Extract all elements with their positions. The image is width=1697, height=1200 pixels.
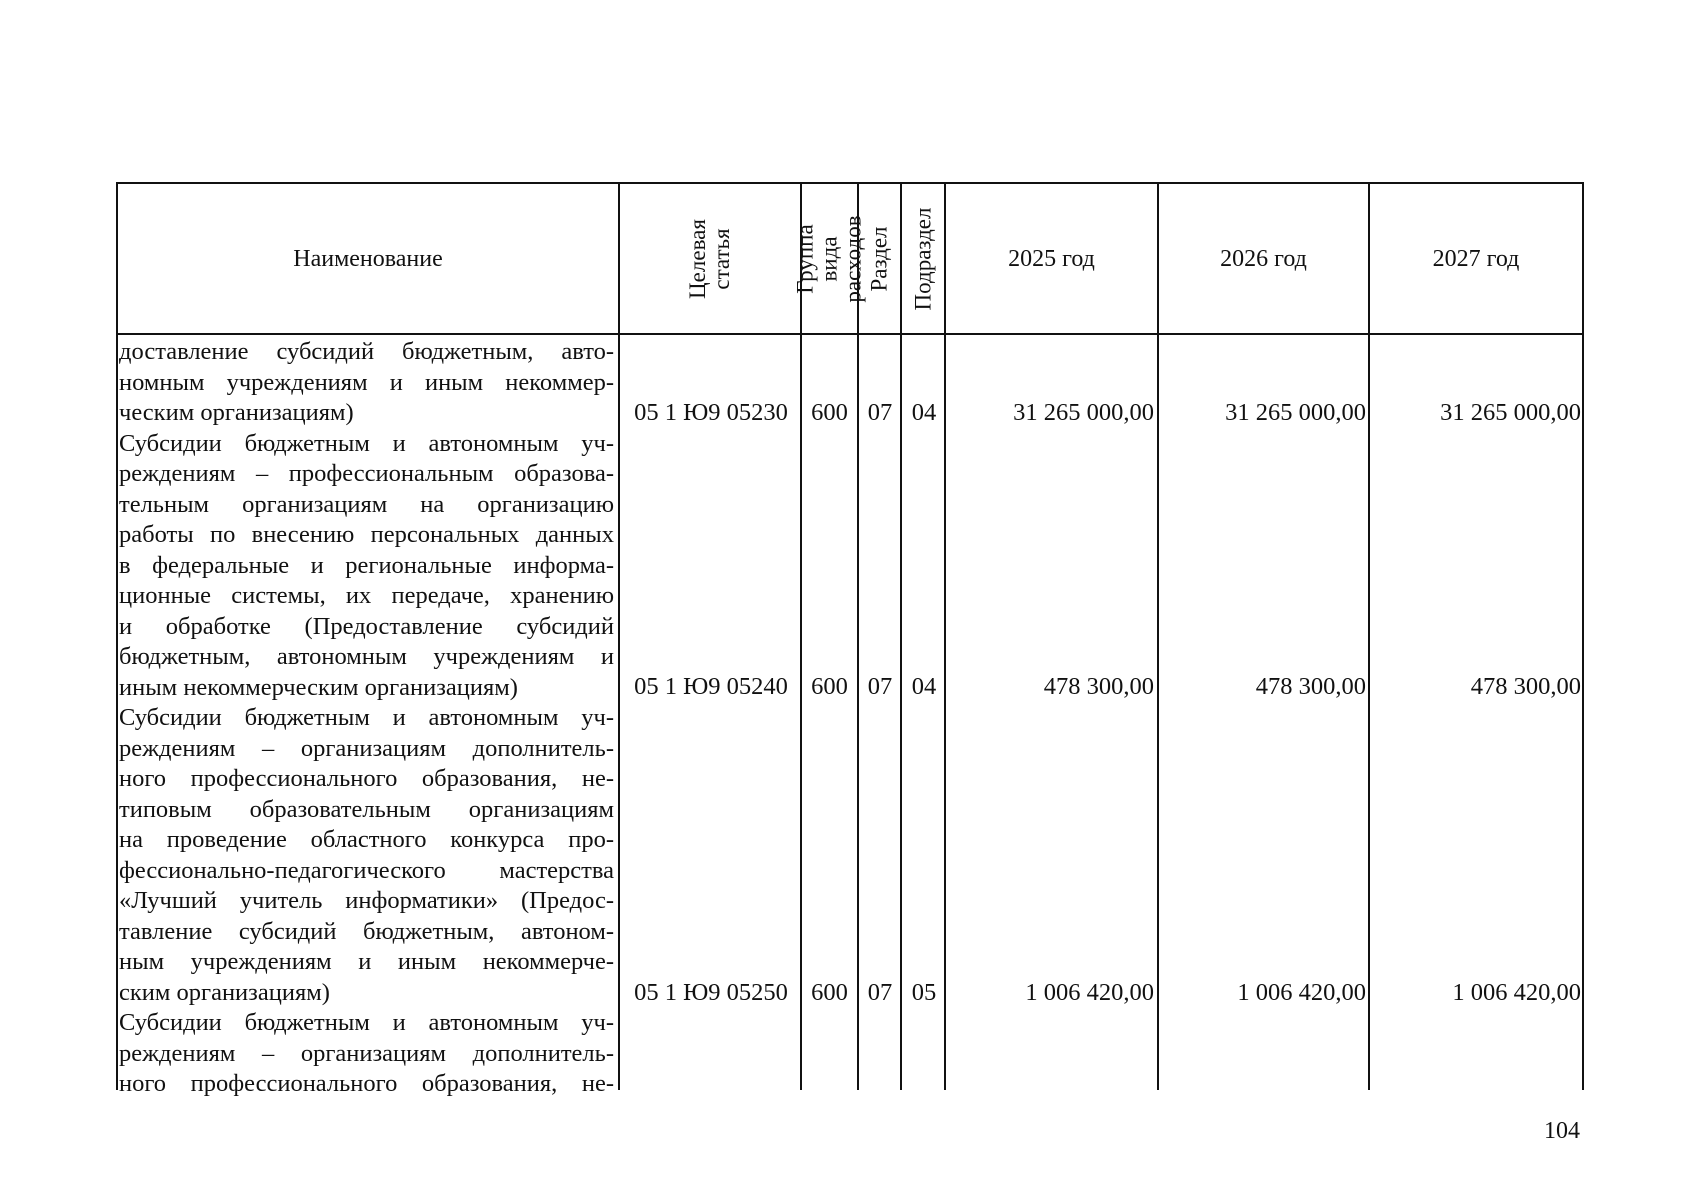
row-amount-2025: 1 006 420,00: [1025, 979, 1154, 1006]
name-line: иным некоммерческим организациям): [119, 673, 518, 701]
name-line: тавление субсидий бюджетным, автоном-: [119, 917, 614, 945]
name-line: ским организациям): [119, 978, 330, 1006]
header-target-article-text: Целевая статья: [685, 218, 734, 299]
header-divider: [116, 333, 1584, 335]
row-expense-group: 600: [811, 979, 848, 1006]
name-line: Субсидии бюджетным и автономным уч-: [119, 1009, 614, 1036]
name-line: Субсидии бюджетным и автономным уч-: [119, 704, 614, 731]
row-amount-2026: 31 265 000,00: [1225, 399, 1366, 426]
header-section: [859, 184, 900, 333]
name-line: доставление субсидий бюджетным, авто-: [119, 338, 614, 365]
name-line: ного профессионального образования, не-: [119, 765, 614, 792]
name-line: ного профессионального образования, не-: [119, 1070, 614, 1097]
header-year-2026: 2026 год: [1220, 245, 1307, 272]
row-subsection: 04: [911, 399, 937, 426]
name-line: ным учреждениям и иным некоммерче-: [119, 948, 614, 975]
name-line: ческим организациям): [119, 399, 354, 426]
row-target-article: 05 1 Ю9 05250: [634, 979, 788, 1006]
name-line: реждениям – организациям дополнитель-: [119, 734, 614, 762]
header-name: Наименование: [293, 245, 443, 272]
row-section: 07: [867, 399, 893, 426]
row-section: 07: [867, 673, 893, 700]
row-expense-group: 600: [811, 673, 848, 700]
header-year-2025: 2025 год: [1008, 245, 1095, 272]
row-amount-2027: 1 006 420,00: [1452, 979, 1581, 1006]
row-amount-2025: 31 265 000,00: [1013, 399, 1154, 426]
header-subsection: [902, 184, 944, 333]
header-expense-group: [792, 184, 866, 333]
row-amount-2027: 478 300,00: [1470, 673, 1581, 700]
name-line: фессионально-педагогического мастерства: [119, 856, 614, 884]
name-line: работы по внесению персональных данных: [119, 521, 614, 548]
row-amount-2025: 478 300,00: [1043, 673, 1154, 700]
header-year-2027: 2027 год: [1432, 245, 1520, 272]
name-line: реждениям – профессиональным образова-: [119, 460, 614, 487]
name-line: бюджетным, автономным учреждениям и: [119, 643, 614, 670]
name-line: в федеральные и региональные информа-: [119, 551, 614, 579]
name-line: тельным организациям на организацию: [119, 490, 614, 518]
name-column-text: [119, 337, 614, 1100]
row-expense-group: 600: [811, 399, 848, 426]
header-target-article: [620, 184, 800, 333]
header-expense-group-text: Группа вида расходов: [792, 214, 866, 303]
name-line: «Лучший учитель информатики» (Предос-: [119, 887, 614, 914]
row-amount-2026: 1 006 420,00: [1237, 979, 1366, 1006]
name-line: реждениям – организациям дополнитель-: [119, 1039, 614, 1067]
row-section: 07: [867, 979, 893, 1006]
name-line: типовым образовательным организациям: [119, 795, 614, 823]
row-target-article: 05 1 Ю9 05240: [634, 673, 788, 700]
row-target-article: 05 1 Ю9 05230: [634, 399, 788, 426]
name-line: Субсидии бюджетным и автономным уч-: [119, 429, 614, 457]
page-number: 104: [1544, 1118, 1580, 1144]
name-line: и обработке (Предоставление субсидий: [119, 612, 614, 640]
row-subsection: 05: [911, 979, 937, 1006]
name-line: номным учреждениям и иным некоммер-: [119, 368, 614, 396]
name-line: ционные системы, их передаче, хранению: [119, 582, 614, 609]
row-amount-2026: 478 300,00: [1255, 673, 1366, 700]
row-amount-2027: 31 265 000,00: [1440, 399, 1581, 426]
name-line: на проведение областного конкурса про-: [119, 826, 614, 853]
header-subsection-text: Подраздел: [910, 207, 936, 310]
row-subsection: 04: [911, 673, 937, 700]
header-section-text: Раздел: [866, 225, 892, 292]
